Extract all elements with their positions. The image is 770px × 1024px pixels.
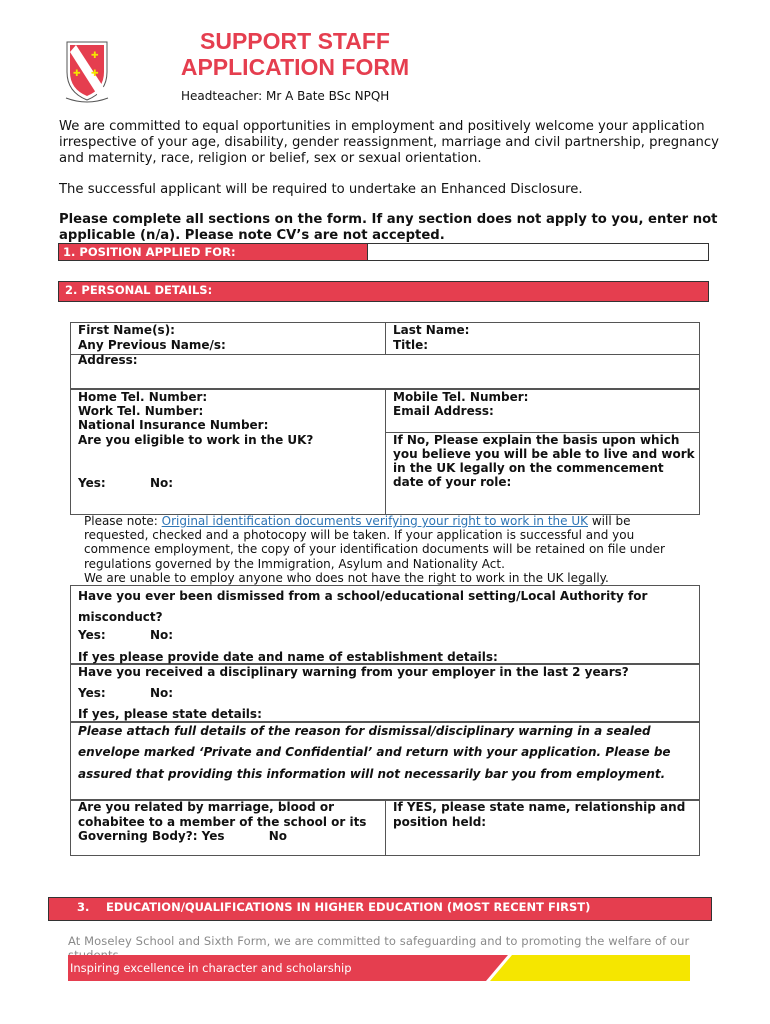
first-name-label[interactable]: First Name(s): <box>78 323 175 337</box>
address-label[interactable]: Address: <box>78 353 138 367</box>
dismissed-yes[interactable]: Yes: <box>78 628 106 642</box>
safeguarding-footer: At Moseley School and Sixth Form, we are committed to safeguarding and to promoting the welfare of our <box>68 934 690 948</box>
if-no-explain-label[interactable]: If No, Please explain the basis upon which you believe you will be able to live and work in the UK legally on the commencement date of your role: <box>393 433 695 489</box>
warning-no[interactable]: No: <box>150 686 174 700</box>
right-to-work-note: Please note: Original identification documents verifying your right to work in the UK will be requested, checked and a photocopy will be taken. If your application is successful and you commence employment, the copy of your identification documents will be retained on file under regulations governed by the Immigration, Asylum and Nationality Act. We are unable to employ anyone who does not have the right to work in the UK legally. <box>84 514 694 585</box>
equal-opportunities-text: We are committed to equal opportunities in employment and positively welcome your application irrespective of your age, disability, gender reassignment, marriage and civil partnership, pregnancy and maternity, race, religion or belief, sex or sexual orientation. <box>59 119 719 166</box>
page-title <box>150 28 440 80</box>
work-tel-label[interactable]: Work Tel. Number: <box>78 404 204 418</box>
warning-yes[interactable]: Yes: <box>78 686 106 700</box>
previous-name-label[interactable]: Any Previous Name/s: <box>78 338 226 352</box>
headteacher-line: Headteacher: Mr A Bate BSc NPQH <box>181 89 390 103</box>
home-tel-label[interactable]: Home Tel. Number: <box>78 390 208 404</box>
warning-question: Have you received a disciplinary warning from your employer in the last 2 years? <box>78 665 629 679</box>
related-yes-details[interactable]: If YES, please state name, relationship and position held: <box>393 800 686 829</box>
mobile-tel-label[interactable]: Mobile Tel. Number: <box>393 390 529 404</box>
svg-text:✚: ✚ <box>91 69 99 79</box>
email-label[interactable]: Email Address: <box>393 404 494 418</box>
dismissed-details-label[interactable]: If yes please provide date and name of establishment details: <box>78 650 498 664</box>
last-name-label[interactable]: Last Name: <box>393 323 470 337</box>
attach-note-text: Please attach full details of the reason for dismissal/disciplinary warning in a sealed envelope marked ‘Private and Confidential’ and return with your application. Please be assured that providing this information will not necessarily bar you from employment. <box>78 724 671 781</box>
related-question: Are you related by marriage, blood or cohabitee to a member of the school or its Governing Body?: Yes No <box>78 800 367 843</box>
title-line-1: SUPPORT STAFF <box>200 28 390 54</box>
svg-text:✚: ✚ <box>91 51 99 61</box>
section-2-header: 2. PERSONAL DETAILS: <box>58 281 709 302</box>
section-1-header: 1. POSITION APPLIED FOR: <box>59 244 367 260</box>
warning-details-label[interactable]: If yes, please state details: <box>78 707 262 721</box>
section-2-label: PERSONAL DETAILS: <box>81 283 213 297</box>
title-label[interactable]: Title: <box>393 338 429 352</box>
title-line-2: APPLICATION FORM <box>180 54 410 80</box>
right-to-work-link[interactable]: Original identification documents verifying your right to work in the UK <box>161 514 589 528</box>
right-to-work-note-last: We are unable to employ anyone who does not have the right to work in the UK legally. <box>84 570 609 585</box>
dismissed-no[interactable]: No: <box>150 628 174 642</box>
school-crest-logo <box>62 38 112 104</box>
svg-text:✚: ✚ <box>73 69 81 79</box>
related-no[interactable]: No <box>268 829 288 843</box>
section-3-label: EDUCATION/QUALIFICATIONS IN HIGHER EDUCATION (MOST RECENT FIRST) <box>106 900 591 914</box>
section-1-label: POSITION APPLIED FOR: <box>79 245 236 259</box>
section-3-header: 3. EDUCATION/QUALIFICATIONS IN HIGHER EDUCATION (MOST RECENT FIRST) <box>48 897 712 921</box>
instructions-text: Please complete all sections on the form. If any section does not apply to you, enter not applicable (n/a). Please note CV’s are not accepted. <box>59 212 718 243</box>
eligible-question: Are you eligible to work in the UK? <box>78 433 314 447</box>
position-applied-row <box>58 243 709 261</box>
dismissed-question: Have you ever been dismissed from a school/educational setting/Local Authority for misconduct? <box>78 589 648 624</box>
position-applied-input[interactable] <box>367 244 709 260</box>
motto-text: Inspiring excellence in character and scholarship <box>70 961 352 975</box>
disclosure-text: The successful applicant will be required to undertake an Enhanced Disclosure. <box>59 182 583 197</box>
ni-number-label[interactable]: National Insurance Number: <box>78 418 269 432</box>
eligible-no[interactable]: No: <box>150 476 174 490</box>
eligible-yes[interactable]: Yes: <box>78 476 106 490</box>
